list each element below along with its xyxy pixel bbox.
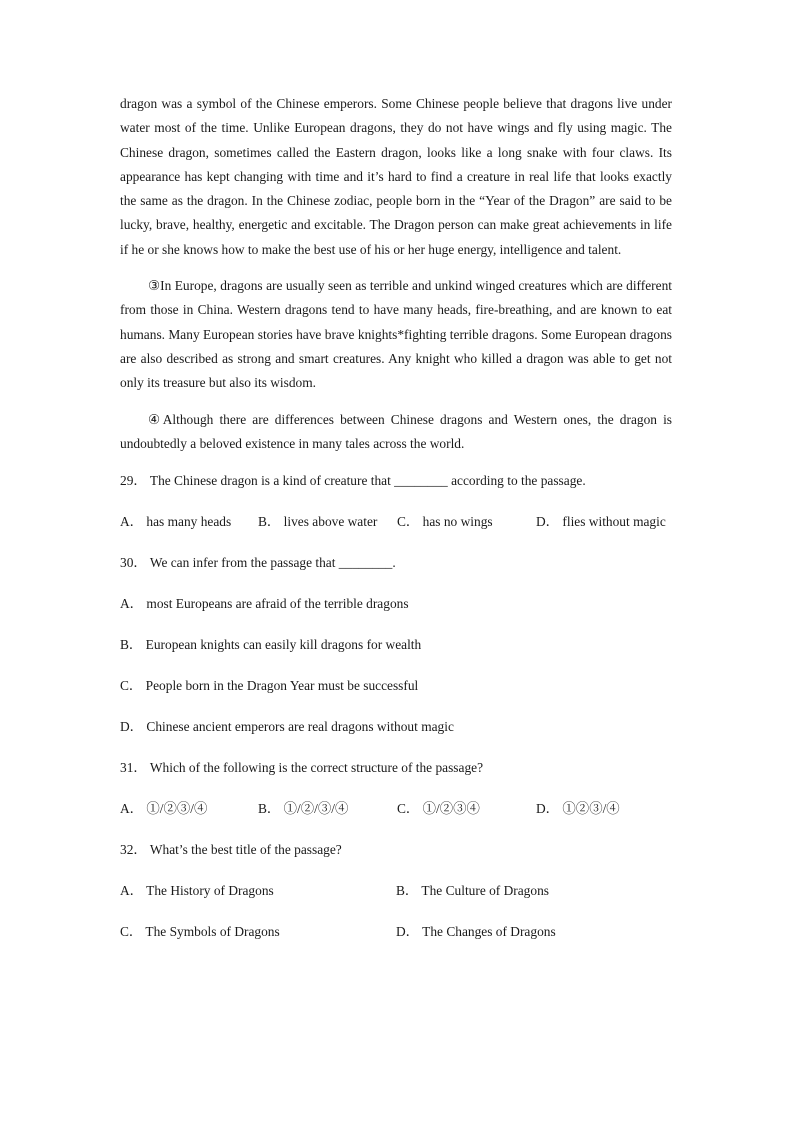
exam-page [120,92,672,941]
question-31-option-a[interactable]: A． ①/②③/④ [120,801,208,817]
question-30 [120,554,672,736]
question-32-option-c[interactable]: C． The Symbols of Dragons [120,924,280,940]
question-29 [120,472,672,531]
question-29-option-b[interactable]: B． lives above water [258,514,378,530]
question-29-option-d[interactable]: D． flies without magic [536,514,666,530]
question-31 [120,759,672,818]
question-29-option-a[interactable]: A． has many heads [120,514,232,530]
question-31-option-c[interactable]: C． ①/②③④ [397,801,480,817]
question-29-options [120,513,672,531]
passage-paragraph-3: ③In Europe, dragons are usually seen as terrible and unkind winged creatures which are different from those in China. Western dragons tend to have many heads, fire-breathing, and are known to eat humans. Many European stories have brave knights*fighting terrible dragons. Some European dragons are also described as strong and smart creatures. Any knight who killed a dragon was able to get not only its treasure but also its wisdom. [120,278,672,391]
question-32-options-row-1 [120,882,672,900]
question-30-stem: 30． We can infer from the passage that ________. [120,555,396,571]
question-32-option-b[interactable]: B． The Culture of Dragons [396,883,549,899]
question-30-option-d[interactable]: D． Chinese ancient emperors are real dragons without magic [120,719,454,735]
question-30-option-b[interactable]: B． European knights can easily kill dragons for wealth [120,637,422,653]
question-32 [120,841,672,941]
question-31-option-b[interactable]: B． ①/②/③/④ [258,801,349,817]
question-32-stem: 32． What’s the best title of the passage? [120,842,342,858]
passage-paragraph-2: dragon was a symbol of the Chinese emperors. Some Chinese people believe that dragons live under water most of the time. Unlike European dragons, they do not have wings and fly using magic. The Chinese dragon, sometimes called the Eastern dragon, looks like a long snake with four claws. Its appearance has kept changing with time and it’s hard to find a creature in real life that looks exactly the same as the dragon. In the Chinese zodiac, people born in the “Year of the Dragon” are said to be lucky, brave, healthy, energetic and excitable. The Dragon person can make great achievements in life if he or she knows how to make the best use of his or her huge energy, intelligence and talent. [120,96,672,257]
question-29-option-c[interactable]: C． has no wings [397,514,493,530]
question-31-option-d[interactable]: D． ①②③/④ [536,801,620,817]
question-32-option-a[interactable]: A． The History of Dragons [120,883,274,899]
question-31-options [120,800,672,818]
question-32-options-row-2 [120,923,672,941]
question-31-stem: 31． Which of the following is the correct structure of the passage? [120,760,484,776]
question-29-stem: 29． The Chinese dragon is a kind of creature that ________ according to the passage. [120,473,586,489]
question-30-option-c[interactable]: C． People born in the Dragon Year must be successful [120,678,419,694]
passage-paragraph-4: ④Although there are differences between Chinese dragons and Western ones, the dragon is undoubtedly a beloved existence in many tales across the world. [120,411,672,451]
question-32-option-d[interactable]: D． The Changes of Dragons [396,924,556,940]
question-30-option-a[interactable]: A． most Europeans are afraid of the terrible dragons [120,596,409,612]
